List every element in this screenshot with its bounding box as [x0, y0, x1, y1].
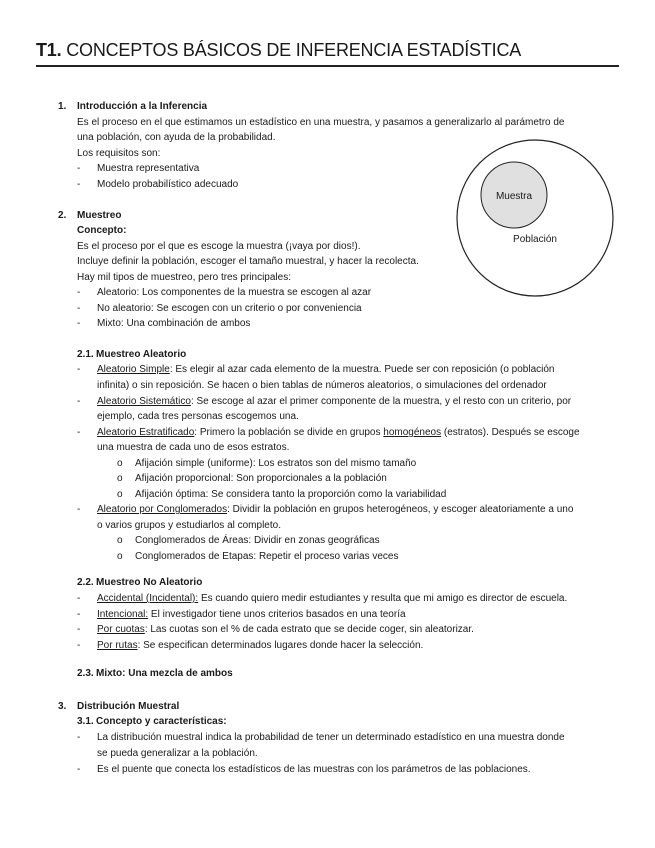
term-description: (estratos). Después se escoge	[441, 427, 580, 438]
list-item: Aleatorio: Los componentes de la muestra se escogen al azar	[97, 287, 372, 298]
term-description: : Las cuotas son el % de cada estrato que se decide coger, sin aleatorizar.	[144, 624, 474, 635]
term-description: : Se escoge al azar el primer componente de la muestra, y el resto con un criterio, por	[190, 396, 572, 407]
dash-marker: -	[77, 624, 81, 635]
term-underlined: Aleatorio Simple	[97, 364, 170, 375]
term-description: : Se especifican determinados lugares donde hacer la selección.	[137, 640, 424, 651]
circle-marker: o	[117, 489, 123, 500]
section-3-1-number: 3.1.	[77, 716, 94, 727]
term-underlined: Intencional:	[97, 609, 149, 620]
section-2-1-heading: Muestreo Aleatorio	[96, 349, 187, 360]
list-item: La distribución muestral indica la probabilidad de tener un determinado estadístico en una muestra donde	[97, 732, 565, 743]
population-label: Población	[513, 234, 557, 245]
term-underlined: homogéneos	[383, 427, 442, 438]
dash-marker: -	[77, 303, 81, 314]
list-item-continued: infinita) o sin reposición. Se hacen o bien tablas de números aleatorios, o simulaciones del ordenador	[97, 380, 547, 391]
list-item-continued: o varios grupos y estudiarlos al completo.	[97, 520, 281, 531]
sub-list-item: Afijación simple (uniforme): Los estratos son del mismo tamaño	[135, 458, 417, 469]
section-1-text: Es el proceso en el que estimamos un estadístico en una muestra, y pasamos a generalizarlo al parámetro de	[77, 117, 565, 128]
list-item-continued: se pueda generalizar a la población.	[97, 748, 258, 759]
dash-marker: -	[77, 593, 81, 604]
page-title	[36, 40, 521, 61]
term-description: El investigador tiene unos criterios basados en una teoría	[148, 609, 406, 620]
list-item	[97, 609, 406, 621]
dash-marker: -	[77, 504, 81, 515]
sub-list-item: Afijación proporcional: Son proporcionales a la población	[135, 473, 387, 484]
list-item	[97, 640, 423, 652]
dash-marker: -	[77, 764, 81, 775]
list-item-continued: ejemplo, cada tres personas escogemos una.	[97, 411, 299, 422]
list-item: Mixto: Una combinación de ambos	[97, 318, 251, 329]
section-2-3-heading: Mixto: Una mezcla de ambos	[96, 668, 233, 679]
term-description: Es cuando quiero medir estudiantes y resulta que mi amigo es director de escuela.	[198, 593, 568, 604]
list-item-continued: una muestra de cada uno de esos estratos.	[97, 442, 290, 453]
list-item	[97, 504, 573, 516]
circle-marker: o	[117, 551, 123, 562]
sub-list-item: Conglomerados de Áreas: Dividir en zonas geográficas	[135, 535, 380, 546]
section-2-2-heading: Muestreo No Aleatorio	[96, 577, 203, 588]
list-item	[97, 624, 474, 636]
section-2-text: Incluye definir la población, escoger el tamaño muestral, y hacer la recolecta.	[77, 256, 419, 267]
dash-marker: -	[77, 609, 81, 620]
title-prefix: T1.	[36, 40, 62, 60]
section-2-1-number: 2.1.	[77, 349, 94, 360]
list-item	[97, 427, 580, 439]
dash-marker: -	[77, 427, 81, 438]
section-2-3-number: 2.3.	[77, 668, 94, 679]
dash-marker: -	[77, 364, 81, 375]
section-1-text: Los requisitos son:	[77, 148, 161, 159]
title-rule	[36, 65, 619, 67]
section-1-number: 1.	[58, 101, 67, 112]
list-item	[97, 396, 571, 408]
section-3-1-heading: Concepto y características:	[96, 716, 227, 727]
term-underlined: Aleatorio Estratificado	[97, 427, 195, 438]
term-description: : Es elegir al azar cada elemento de la muestra. Puede ser con reposición (o población	[169, 364, 555, 375]
dash-marker: -	[77, 396, 81, 407]
dash-marker: -	[77, 179, 81, 190]
sample-label: Muestra	[495, 191, 533, 202]
section-2-text: Hay mil tipos de muestreo, pero tres principales:	[77, 272, 291, 283]
title-text: CONCEPTOS BÁSICOS DE INFERENCIA ESTADÍSTICA	[66, 40, 522, 60]
section-2-heading: Muestreo	[77, 210, 122, 221]
circle-marker: o	[117, 535, 123, 546]
dash-marker: -	[77, 318, 81, 329]
dash-marker: -	[77, 732, 81, 743]
term-underlined: Por rutas	[97, 640, 138, 651]
list-item: No aleatorio: Se escogen con un criterio o por conveniencia	[97, 303, 362, 314]
section-1-heading: Introducción a la Inferencia	[77, 101, 208, 112]
sub-list-item: Afijación óptima: Se considera tanto la proporción como la variabilidad	[135, 489, 447, 500]
list-item	[97, 593, 567, 605]
population-sample-diagram	[455, 138, 615, 298]
list-item	[97, 364, 554, 376]
term-underlined: Por cuotas	[97, 624, 145, 635]
dash-marker: -	[77, 163, 81, 174]
list-item: Modelo probabilístico adecuado	[97, 179, 239, 190]
term-underlined: Accidental (Incidental):	[97, 593, 199, 604]
section-2-number: 2.	[58, 210, 67, 221]
dash-marker: -	[77, 287, 81, 298]
section-2-text: Es el proceso por el que es escoge la muestra (¡vaya por dios!).	[77, 241, 361, 252]
term-underlined: Aleatorio por Conglomerados	[97, 504, 228, 515]
term-underlined: Aleatorio Sistemático	[97, 396, 191, 407]
section-1-text: una población, con ayuda de la probabilidad.	[77, 132, 276, 143]
circle-marker: o	[117, 458, 123, 469]
section-2-subheading: Concepto:	[77, 225, 127, 236]
term-description: : Dividir la población en grupos heterogéneos, y escoger aleatoriamente a uno	[227, 504, 574, 515]
sub-list-item: Conglomerados de Etapas: Repetir el proceso varias veces	[135, 551, 399, 562]
list-item: Muestra representativa	[97, 163, 200, 174]
section-2-2-number: 2.2.	[77, 577, 94, 588]
section-3-heading: Distribución Muestral	[77, 701, 180, 712]
section-3-number: 3.	[58, 701, 67, 712]
circle-marker: o	[117, 473, 123, 484]
term-description: : Primero la población se divide en grupos	[194, 427, 384, 438]
list-item: Es el puente que conecta los estadísticos de las muestras con los parámetros de las poblaciones.	[97, 764, 531, 775]
dash-marker: -	[77, 640, 81, 651]
